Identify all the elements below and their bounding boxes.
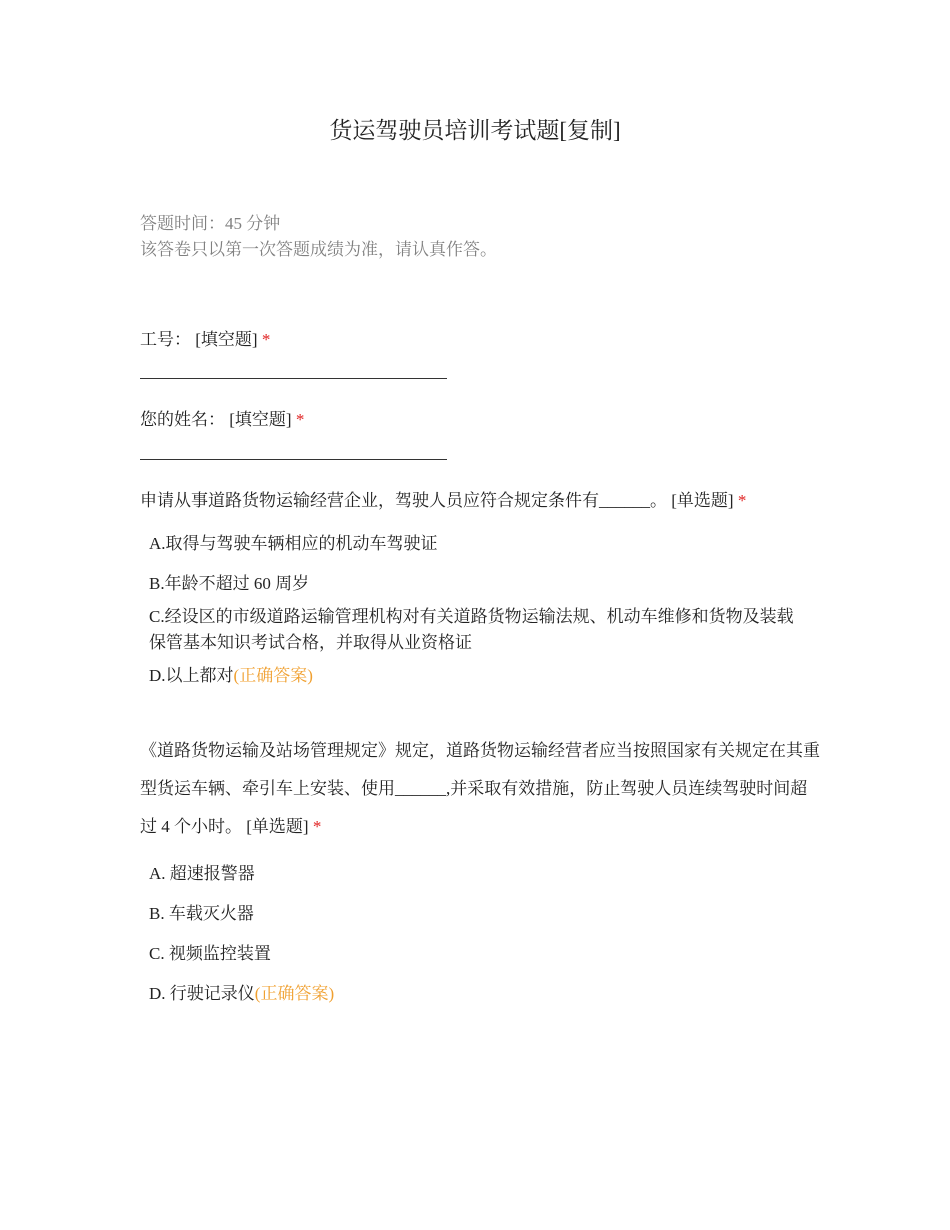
option-label: D.以上都对	[149, 666, 234, 685]
option-item[interactable]	[149, 663, 809, 689]
question-driver-conditions	[140, 486, 746, 511]
correct-answer-tag: (正确答案)	[254, 984, 335, 1003]
option-item[interactable]	[149, 571, 809, 597]
option-item[interactable]	[149, 531, 809, 557]
question-text: 您的姓名：	[140, 410, 225, 429]
survey-title: 货运驾驶员培训考试题[复制]	[329, 118, 621, 143]
name-field[interactable]	[140, 459, 447, 460]
required-mark: *	[261, 330, 271, 349]
option-item[interactable]	[149, 941, 809, 967]
question-type: [填空题]	[195, 330, 258, 349]
question-type: [单选题]	[671, 491, 734, 510]
correct-answer-tag: (正确答案)	[233, 666, 313, 685]
required-mark: *	[737, 491, 747, 510]
required-mark: *	[295, 410, 305, 429]
option-item[interactable]	[149, 901, 809, 927]
required-mark: *	[312, 817, 322, 836]
answer-notice: 该答卷只以第一次答题成绩为准，请认真作答。	[140, 240, 497, 259]
question-type: [填空题]	[229, 410, 292, 429]
option-label: C. 视频监控装置	[149, 944, 271, 963]
question-employee-id	[140, 325, 270, 350]
option-item[interactable]	[149, 861, 809, 887]
option-label: C.经设区的市级道路运输管理机构对有关道路货物运输法规、机动车维修和货物及装载保管基本知识考试合格，并取得从业资格证	[149, 607, 794, 652]
answer-time: 答题时间：45 分钟	[140, 214, 281, 233]
option-label: D. 行驶记录仪	[149, 984, 255, 1003]
question-text: 《道路货物运输及站场管理规定》规定，道路货物运输经营者应当按照国家有关规定在其重型货运车辆、牵引车上安装、使用______,并采取有效措施，防止驾驶人员连续驾驶时间超过 4 个小时。	[140, 741, 820, 836]
question-type: [单选题]	[246, 817, 309, 836]
option-item[interactable]	[149, 604, 804, 656]
option-label: A.取得与驾驶车辆相应的机动车驾驶证	[149, 534, 438, 553]
option-label: B. 车载灭火器	[149, 904, 254, 923]
question-text: 工号：	[140, 330, 191, 349]
question-text: 申请从事道路货物运输经营企业，驾驶人员应符合规定条件有______。	[140, 491, 667, 510]
option-item[interactable]	[149, 981, 809, 1007]
question-driving-recorder	[140, 732, 820, 846]
question-name	[140, 405, 304, 430]
option-label: A. 超速报警器	[149, 864, 255, 883]
option-label: B.年龄不超过 60 周岁	[149, 574, 310, 593]
employee-id-field[interactable]	[140, 378, 447, 379]
